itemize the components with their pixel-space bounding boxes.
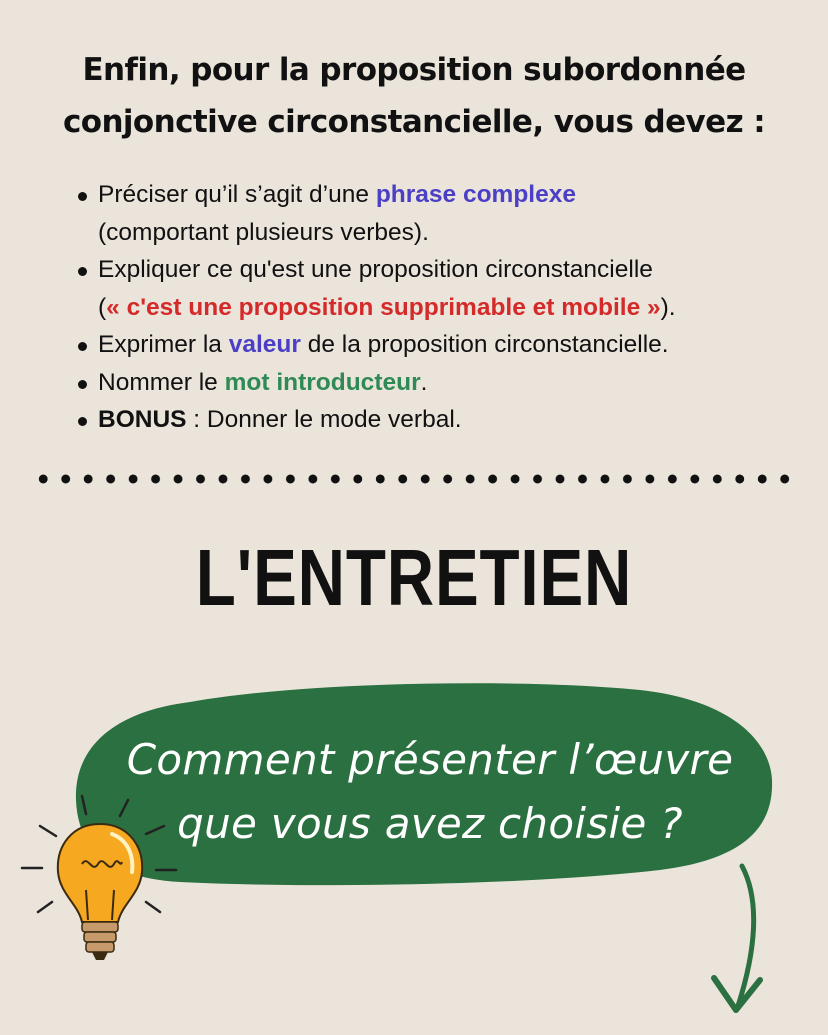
lightbulb-icon — [20, 790, 180, 970]
highlight-quote: « c'est une proposition supprimable et mobile » — [106, 293, 661, 321]
item-text: . — [420, 368, 428, 396]
item-text: : Donner le mode verbal. — [186, 406, 462, 433]
list-item — [78, 364, 798, 402]
item-text: ). — [660, 293, 676, 321]
item-text: Exprimer la — [98, 331, 229, 358]
list-item — [78, 176, 798, 251]
section-title: L'ENTRETIEN — [195, 533, 633, 622]
bubble-question — [100, 728, 760, 856]
bonus-label: BONUS — [98, 406, 187, 433]
highlight-mot-introducteur: mot introducteur — [224, 368, 421, 396]
curved-arrow-down-icon — [690, 860, 800, 1030]
bubble-line-2: que vous avez choisie ? — [177, 799, 683, 848]
item-text: Nommer le — [98, 368, 225, 396]
item-text: Expliquer ce qu'est une proposition circonstancielle — [98, 256, 653, 283]
item-text: ( — [98, 293, 107, 321]
item-text: (comportant plusieurs verbes). — [98, 218, 429, 246]
bubble-line-1: Comment présenter l’œuvre — [126, 735, 734, 784]
highlight-valeur: valeur — [228, 331, 301, 358]
item-text: Préciser qu’il s’agit d’une — [98, 181, 376, 208]
item-text: de la proposition circonstancielle. — [300, 331, 669, 358]
heading — [0, 44, 828, 148]
instruction-list — [78, 176, 798, 439]
list-item — [78, 401, 798, 439]
heading-line-2: conjonctive circonstancielle, vous devez : — [62, 104, 766, 140]
list-item — [78, 251, 798, 326]
heading-line-1: Enfin, pour la proposition subordonnée — [82, 52, 746, 88]
dotted-divider — [32, 474, 796, 484]
list-item — [78, 326, 798, 364]
highlight-phrase-complexe: phrase complexe — [375, 181, 576, 208]
